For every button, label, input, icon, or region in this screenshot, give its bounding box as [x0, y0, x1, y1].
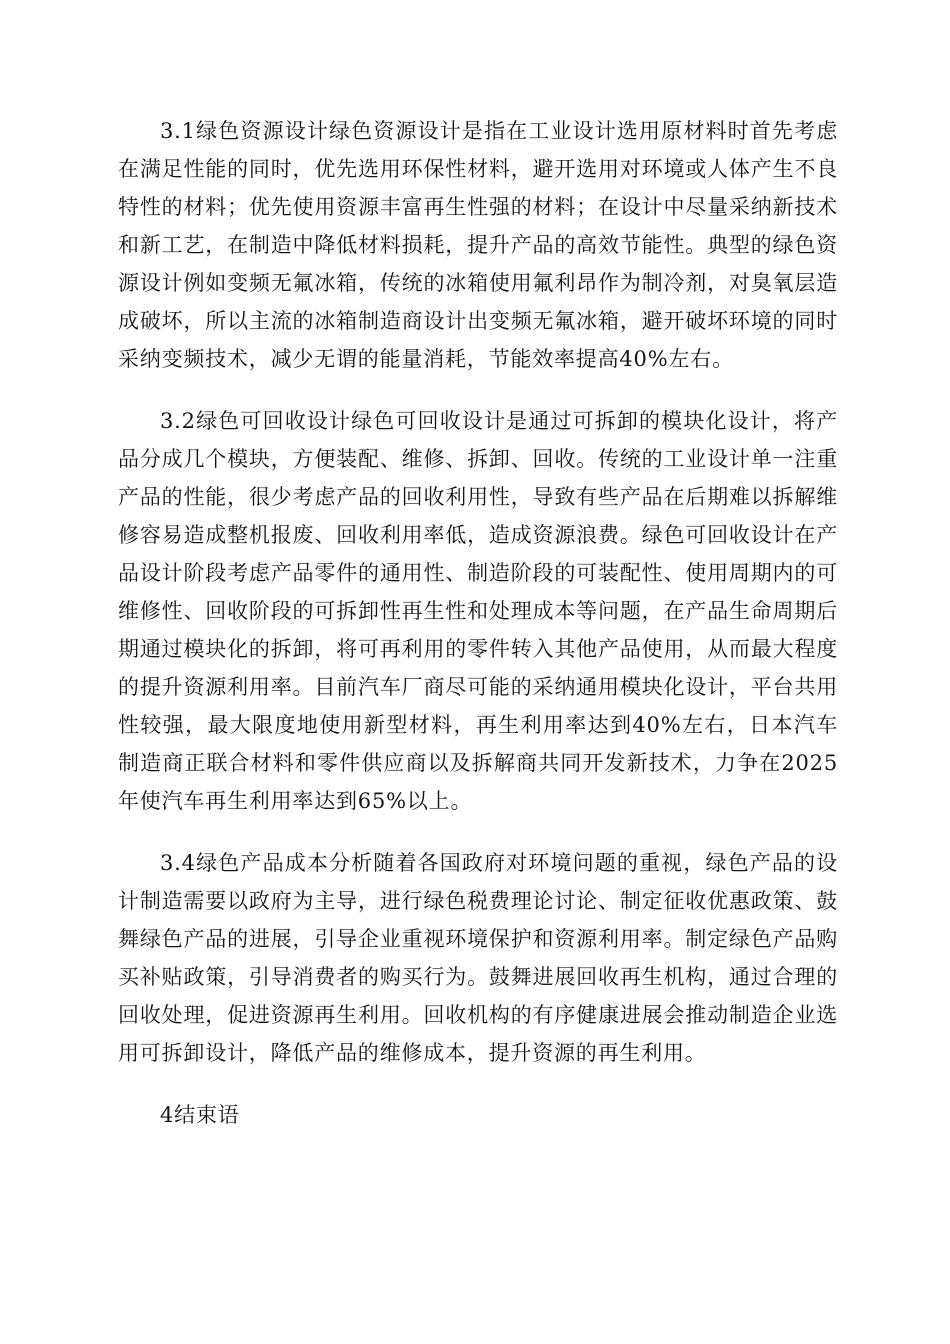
paragraph-green-product-cost-analysis: 3.4绿色产品成本分析随着各国政府对环境问题的重视，绿色产品的设计制造需要以政府为主导，进行绿色税费理论讨论、制定征收优惠政策、鼓舞绿色产品的进展，引导企业重视环境保护和资源利用率。制定绿色产品购买补贴政策，引导消费者的购买行为。鼓舞进展回收再生机构，通过合理的回收处理，促进资源再生利用。回收机构的有序健康进展会推动制造企业选用可拆卸设计，降低产品的维修成本，提升资源的再生利用。	[118, 851, 838, 1065]
document-body	[118, 112, 838, 1134]
paragraph-green-recyclable-design: 3.2绿色可回收设计绿色可回收设计是通过可拆卸的模块化设计，将产品分成几个模块，方便装配、维修、拆卸、回收。传统的工业设计单一注重产品的性能，很少考虑产品的回收利用性，导致有些产品在后期难以拆解维修容易造成整机报废、回收利用率低，造成资源浪费。绿色可回收设计在产品设计阶段考虑产品零件的通用性、制造阶段的可装配性、使用周期内的可维修性、回收阶段的可拆卸性再生性和处理成本等问题，在产品生命周期后期通过模块化的拆卸，将可再利用的零件转入其他产品使用，从而最大程度的提升资源利用率。目前汽车厂商尽可能的采纳通用模块化设计，平台共用性较强，最大限度地使用新型材料，再生利用率达到40%左右，日本汽车制造商正联合材料和零件供应商以及拆解商共同开发新技术，力争在2025年使汽车再生利用率达到65%以上。	[118, 409, 838, 813]
paragraph-green-resource-design: 3.1绿色资源设计绿色资源设计是指在工业设计选用原材料时首先考虑在满足性能的同时，优先选用环保性材料，避开选用对环境或人体产生不良特性的材料；优先使用资源丰富再生性强的材料；在设计中尽量采纳新技术和新工艺，在制造中降低材料损耗，提升产品的高效节能性。典型的绿色资源设计例如变频无氟冰箱，传统的冰箱使用氟利昂作为制冷剂，对臭氧层造成破坏，所以主流的冰箱制造商设计出变频无氟冰箱，避开破坏环境的同时采纳变频技术，减少无谓的能量消耗，节能效率提高40%左右。	[118, 119, 838, 371]
section-heading-conclusion: 4结束语	[160, 1103, 240, 1127]
